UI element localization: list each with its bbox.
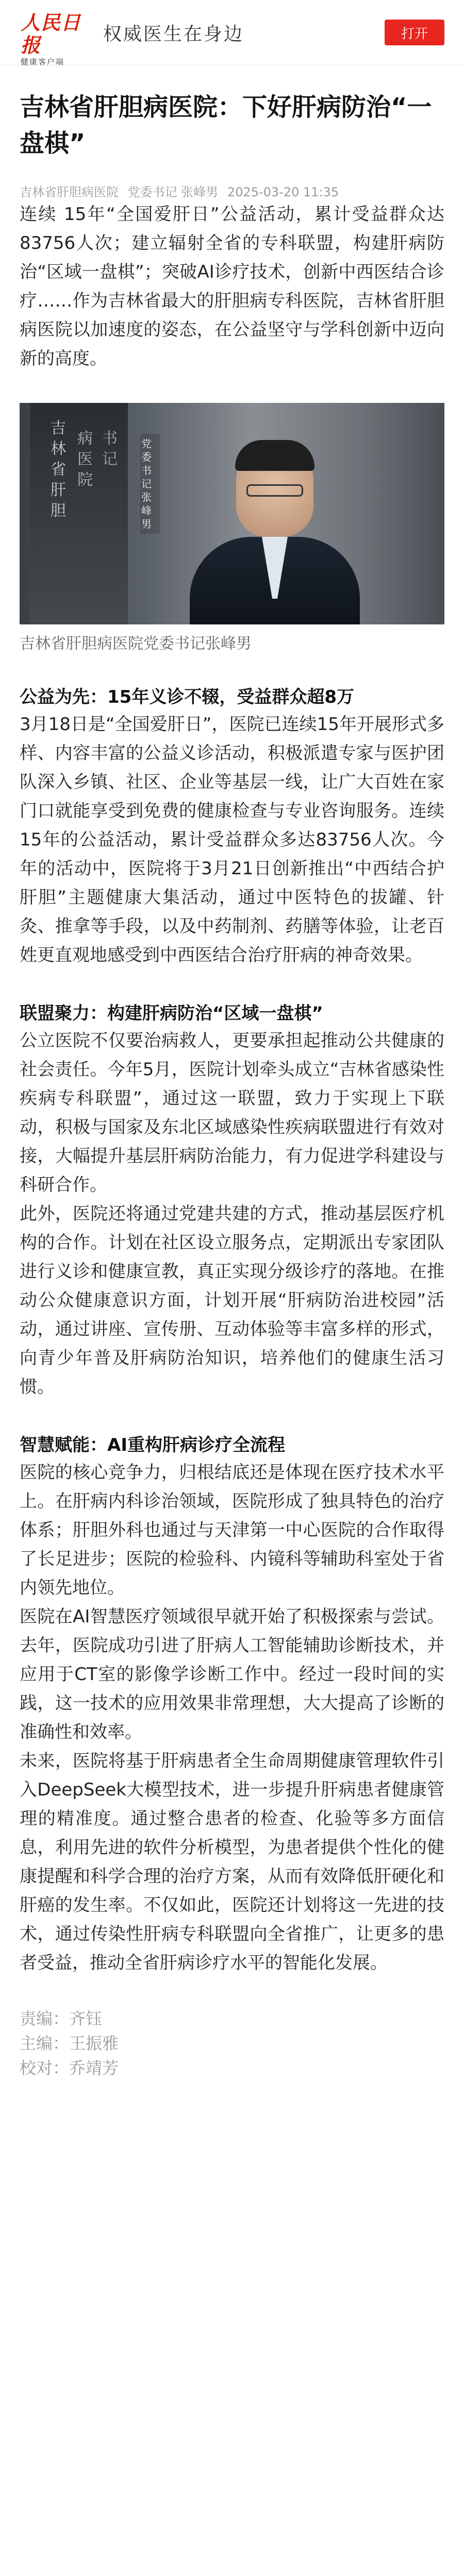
- section-heading: 公益为先：15年义诊不辍，受益群众超8万: [20, 687, 354, 707]
- section-heading: 联盟聚力：构建肝病防治“区域一盘棋”: [20, 1003, 323, 1024]
- credit-editor: 责编：齐钰: [20, 2009, 103, 2028]
- section-heading: 智慧赋能：AI重构肝病诊疗全流程: [20, 1435, 285, 1455]
- photo-calligraphy-3: 书记: [102, 430, 118, 468]
- brand-subtitle: 健康客户端: [21, 57, 65, 66]
- top-bar: [0, 0, 464, 65]
- article: [0, 89, 464, 2091]
- article-lead: 连续 15年“全国爱肝日”公益活动，累计受益群众达83756人次；建立辐射全省的专科联盟，构建肝病防治“区域一盘棋”；突破AI诊疗技术，创新中西医结合诊疗……作为吉林省最大的肝胆病专科医院，吉林省肝胆病医院以加速度的姿态，在公益坚守与学科创新中迈向新的高度。: [20, 204, 444, 369]
- article-date: 2025-03-20 11:35: [227, 185, 339, 199]
- section-paragraph: 此外，医院还将通过党建共建的方式，推动基层医疗机构的合作。计划在社区设立服务点，定期派出专家团队进行义诊和健康宣教，真正实现分级诊疗的落地。在推动公众健康意识方面，计划开展“肝病防治进校园”活动，通过讲座、宣传册、互动体验等丰富多样的形式，向青少年普及肝病防治知识，培养他们的健康生活习惯。: [20, 1204, 444, 1397]
- open-app-button[interactable]: 打开: [385, 20, 444, 45]
- photo-person: [190, 434, 360, 624]
- section-paragraph: 医院在AI智慧医疗领域很早就开始了积极探索与尝试。去年，医院成功引进了肝病人工智能辅助诊断技术，并应用于CT室的影像学诊断工作中。经过一段时间的实践，这一技术的应用效果非常理想，大大提高了诊断的准确性和效率。: [20, 1606, 444, 1742]
- app-logo[interactable]: [21, 11, 98, 67]
- person-glasses: [246, 484, 303, 497]
- article-title: 吉林省肝胆病医院：下好肝病防治“一盘棋”: [20, 93, 432, 158]
- section-paragraph: 公立医院不仅要治病救人，更要承担起推动公共健康的社会责任。今年5月，医院计划牵头成立“吉林省感染性疾病专科联盟”，通过这一联盟，致力于实现上下联动，积极与国家及东北区域感染性疾病联盟进行有效对接，大幅提升基层肝病防治能力，有力促进学科建设与科研合作。: [20, 1030, 444, 1195]
- photo-calligraphy-2: 病医院: [77, 430, 93, 489]
- brand-name: 人民日报: [21, 11, 81, 57]
- photo-caption: 吉林省肝胆病医院党委书记张峰男: [20, 635, 252, 653]
- article-meta: [20, 182, 444, 200]
- person-hair: [235, 440, 314, 471]
- article-credits: [20, 2006, 444, 2091]
- credit-proofreader: 校对：乔靖芳: [20, 2058, 119, 2078]
- slogan: 权威医生在身边: [103, 24, 244, 45]
- section-paragraph: 未来，医院将基于肝病患者全生命周期健康管理软件引入DeepSeek大模型技术，进一步提升肝病患者健康管理的精准度。通过整合患者的检查、化验等多方面信息，利用先进的软件分析模型，为患者提供个性化的健康提醒和科学合理的治疗方案，从而有效降低肝硬化和肝癌的发生率。不仅如此，医院还计划将这一先进的技术，通过传染性肝病专科联盟向全省推广，让更多的患者受益，推动全省肝病诊疗水平的智能化发展。: [20, 1751, 444, 1973]
- article-photo[interactable]: [20, 403, 444, 624]
- credit-chief-editor: 主编：王振雅: [20, 2033, 119, 2053]
- article-source[interactable]: 吉林省肝胆病医院: [20, 185, 119, 199]
- section-paragraph: 医院的核心竞争力，归根结底还是体现在医疗技术水平上。在肝病内科诊治领域，医院形成了独具特色的治疗体系；肝胆外科也通过与天津第一中心医院的合作取得了长足进步；医院的检验科、内镜科等辅助科室处于省内领先地位。: [20, 1462, 444, 1598]
- photo-name-tag: 党委书记 张峰男: [140, 434, 160, 534]
- article-author: 党委书记 张峰男: [127, 185, 219, 199]
- section-paragraph: 3月18日是“全国爱肝日”，医院已连续15年开展形式多样、内容丰富的公益义诊活动，积极派遣专家与医护团队深入乡镇、社区、企业等基层一线，让广大百姓在家门口就能享受到免费的健康检查与专业咨询服务。连续 15年的公益活动，累计受益群众多达83756人次。今年的活动中，医院将于3月21日创新推出“中西结合护肝胆”主题健康大集活动，通过中医特色的拔罐、针灸、推拿等手段，以及中药制剂、药膳等体验，让老百姓更直观地感受到中西医结合治疗肝病的神奇效果。: [20, 714, 444, 965]
- photo-calligraphy-1: 吉林省肝胆: [51, 419, 66, 520]
